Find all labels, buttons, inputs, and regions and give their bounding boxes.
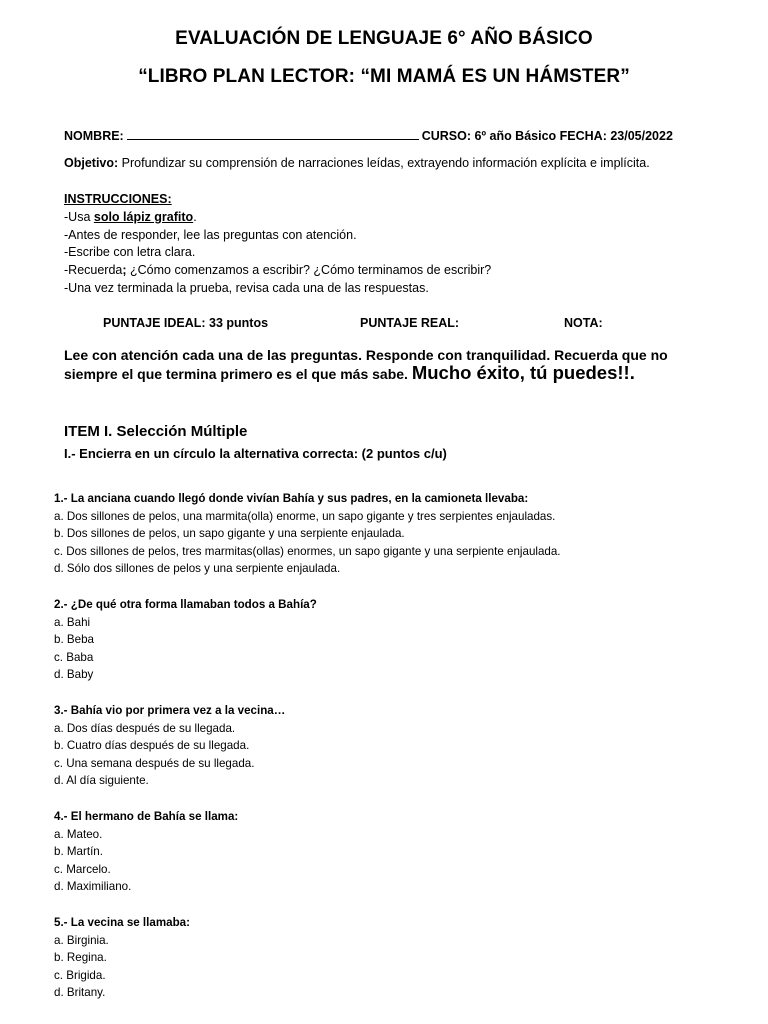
option-b[interactable]: b. Cuatro días después de su llegada. [54, 739, 250, 752]
item-instruction: I.- Encierra en un círculo la alternativa correcta: (2 puntos c/u) [64, 446, 447, 461]
question-text: 4.- El hermano de Bahía se llama: [54, 810, 239, 823]
exam-title: EVALUACIÓN DE LENGUAJE 6° AÑO BÁSICO [175, 28, 593, 49]
objetivo-label: Objetivo: [64, 156, 119, 170]
instruccion-4-rest: ¿Cómo comenzamos a escribir? ¿Cómo terminamos de escribir? [126, 263, 492, 277]
option-b[interactable]: b. Martín. [54, 845, 103, 858]
nombre-label: NOMBRE: [64, 129, 124, 143]
question-1 [54, 490, 561, 578]
instruccion-1-suffix: . [193, 210, 197, 224]
option-d[interactable]: d. Al día siguiente. [54, 774, 149, 787]
exam-subtitle: “LIBRO PLAN LECTOR: “MI MAMÁ ES UN HÁMSTER” [138, 66, 630, 87]
option-b[interactable]: b. Beba [54, 633, 94, 646]
question-text: 1.- La anciana cuando llegó donde vivían Bahía y sus padres, en la camioneta llevaba: [54, 492, 529, 505]
puntaje-ideal: PUNTAJE IDEAL: 33 puntos [103, 316, 269, 330]
option-d[interactable]: d. Baby [54, 668, 94, 681]
option-d[interactable]: d. Sólo dos sillones de pelos y una serpiente enjaulada. [54, 562, 341, 575]
option-c[interactable]: c. Una semana después de su llegada. [54, 756, 255, 770]
instruccion-1-emphasis: solo lápiz grafito [93, 210, 194, 224]
nota-label: NOTA: [564, 316, 603, 330]
option-c[interactable]: c. Dos sillones de pelos, tres marmitas(ollas) enormes, un sapo gigante y una serpiente enjaulada. [54, 544, 561, 558]
lead-paragraph [64, 346, 724, 383]
instruccion-1 [64, 210, 197, 224]
instruccion-4-prefix: -Recuerda [64, 263, 123, 277]
instruccion-4 [64, 263, 491, 277]
instruccion-1-prefix: -Usa [64, 210, 94, 224]
question-text: 2.- ¿De qué otra forma llamaban todos a Bahía? [54, 598, 317, 611]
option-a[interactable]: a. Dos días después de su llegada. [54, 721, 236, 735]
question-2 [54, 596, 317, 684]
option-a[interactable]: a. Bahi [54, 615, 91, 629]
option-c[interactable]: c. Baba [54, 650, 94, 664]
objetivo-text: Profundizar su comprensión de narraciones leídas, extrayendo información explícita e implícita. [118, 156, 650, 170]
nombre-blank-field [127, 127, 419, 140]
instruccion-3: -Escribe con letra clara. [64, 245, 196, 259]
student-info-line [64, 127, 673, 143]
instrucciones-heading: INSTRUCCIONES: [64, 192, 172, 206]
instruccion-4-semicolon: ; [122, 263, 127, 277]
question-3 [54, 702, 285, 790]
question-text: 3.- Bahía vio por primera vez a la vecina… [54, 704, 286, 717]
item-title: ITEM I. Selección Múltiple [64, 423, 248, 440]
option-a[interactable]: a. Birginia. [54, 933, 109, 947]
instruccion-5: -Una vez terminada la prueba, revisa cada una de las respuestas. [64, 281, 429, 295]
option-c[interactable]: c. Marcelo. [54, 862, 111, 876]
option-d[interactable]: d. Maximiliano. [54, 880, 132, 893]
curso-fecha: CURSO: 6º año Básico FECHA: 23/05/2022 [421, 129, 673, 143]
question-4 [54, 808, 238, 896]
objetivo-line [64, 156, 650, 170]
option-b[interactable]: b. Regina. [54, 951, 107, 964]
instruccion-2: -Antes de responder, lee las preguntas con atención. [64, 228, 357, 242]
lead-text: Lee con atención cada una de las preguntas. Responde con tranquilidad. Recuerda que no siempre el que termina primero es el que más sabe. [64, 347, 668, 382]
option-d[interactable]: d. Britany. [54, 986, 106, 999]
puntaje-real: PUNTAJE REAL: [360, 316, 460, 330]
option-c[interactable]: c. Brigida. [54, 968, 106, 982]
option-a[interactable]: a. Dos sillones de pelos, una marmita(olla) enorme, un sapo gigante y tres serpientes enjauladas. [54, 509, 556, 523]
option-b[interactable]: b. Dos sillones de pelos, un sapo gigante y una serpiente enjaulada. [54, 527, 405, 540]
question-5 [54, 914, 190, 1002]
option-a[interactable]: a. Mateo. [54, 827, 103, 841]
lead-big-text: Mucho éxito, tú puedes!!. [411, 362, 635, 383]
question-text: 5.- La vecina se llamaba: [54, 916, 190, 929]
